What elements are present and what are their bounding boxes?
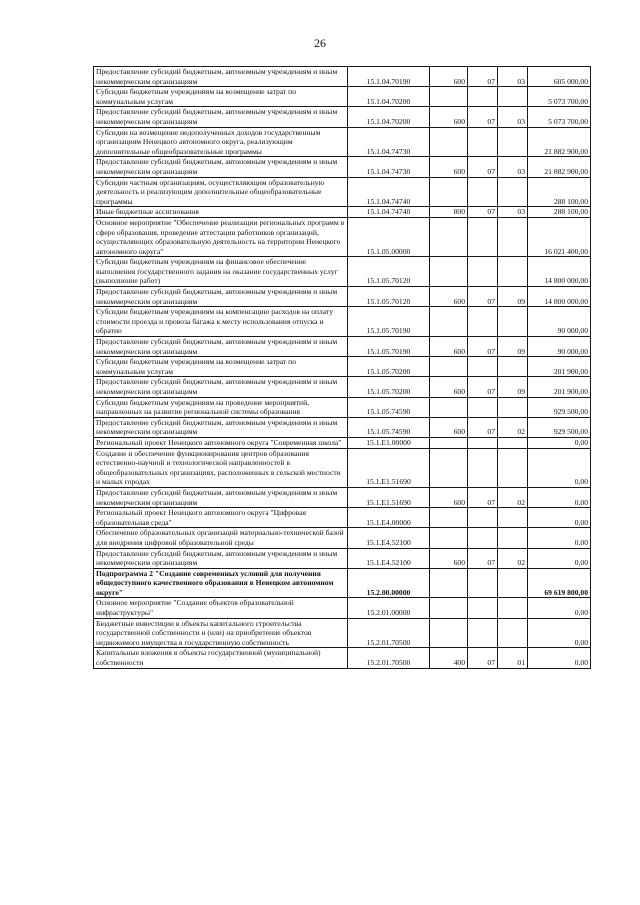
row-vr-cell: 600 [430, 337, 468, 357]
row-rz-cell: 07 [468, 377, 498, 397]
row-name-cell: Основное мероприятие "Создание объектов образовательной инфраструктуры" [94, 598, 348, 618]
row-sum-cell: 0,00 [528, 508, 591, 528]
row-name-cell: Предоставление субсидий бюджетным, автономным учреждениям и иным некоммерческим организациям [94, 417, 348, 437]
row-vr-cell [430, 528, 468, 548]
row-rz-cell [468, 127, 498, 157]
row-rz-cell [468, 177, 498, 207]
row-pr-cell [498, 87, 528, 107]
row-name-cell: Предоставление субсидий бюджетным, автономным учреждениям и иным некоммерческим организациям [94, 337, 348, 357]
row-vr-cell: 600 [430, 548, 468, 568]
table-row [94, 487, 591, 507]
row-name-cell: Иные бюджетные ассигнования [94, 207, 348, 218]
row-sum-cell: 288 100,00 [528, 177, 591, 207]
table-row [94, 377, 591, 397]
row-name-cell: Субсидии бюджетным учреждениям на возмещение затрат по коммунальным услугам [94, 87, 348, 107]
row-vr-cell [430, 177, 468, 207]
row-pr-cell: 02 [498, 417, 528, 437]
row-pr-cell [498, 357, 528, 377]
row-vr-cell [430, 257, 468, 287]
row-rz-cell: 07 [468, 107, 498, 127]
row-rz-cell [468, 437, 498, 448]
table-row [94, 67, 591, 87]
row-pr-cell [498, 307, 528, 337]
row-pr-cell: 09 [498, 287, 528, 307]
row-code-cell: 15.1.E1.51690 [348, 487, 430, 507]
row-pr-cell [498, 217, 528, 256]
row-vr-cell: 600 [430, 157, 468, 177]
row-vr-cell [430, 127, 468, 157]
table-row [94, 568, 591, 598]
row-code-cell: 15.1.04.70190 [348, 67, 430, 87]
row-sum-cell: 0,00 [528, 618, 591, 648]
row-code-cell: 15.1.04.74740 [348, 177, 430, 207]
table-row [94, 598, 591, 618]
row-sum-cell: 21 882 900,00 [528, 127, 591, 157]
row-name-cell: Предоставление субсидий бюджетным, автономным учреждениям и иным некоммерческим организациям [94, 67, 348, 87]
row-code-cell: 15.1.05.70200 [348, 377, 430, 397]
row-rz-cell [468, 618, 498, 648]
row-rz-cell [468, 448, 498, 487]
row-code-cell: 15.1.05.70120 [348, 257, 430, 287]
row-sum-cell: 90 000,00 [528, 337, 591, 357]
row-code-cell: 15.1.05.74590 [348, 397, 430, 417]
row-code-cell: 15.1.E4.52100 [348, 528, 430, 548]
table-row [94, 648, 591, 668]
row-vr-cell [430, 618, 468, 648]
row-vr-cell: 600 [430, 377, 468, 397]
row-name-cell: Предоставление субсидий бюджетным, автономным учреждениям и иным некоммерческим организациям [94, 157, 348, 177]
row-code-cell: 15.1.05.70190 [348, 337, 430, 357]
table-row [94, 87, 591, 107]
row-vr-cell [430, 307, 468, 337]
row-pr-cell: 03 [498, 107, 528, 127]
row-sum-cell: 0,00 [528, 598, 591, 618]
row-rz-cell [468, 598, 498, 618]
row-sum-cell: 0,00 [528, 528, 591, 548]
row-name-cell: Субсидии частным организациям, осуществляющим образовательную деятельность и реализующим дополнительные общеобразовательные программы [94, 177, 348, 207]
row-pr-cell: 09 [498, 377, 528, 397]
row-sum-cell: 201 900,00 [528, 357, 591, 377]
row-sum-cell: 90 000,00 [528, 307, 591, 337]
row-code-cell: 15.1.E4.52100 [348, 548, 430, 568]
row-code-cell: 15.1.04.70200 [348, 107, 430, 127]
row-rz-cell: 07 [468, 157, 498, 177]
table-row [94, 357, 591, 377]
row-sum-cell: 0,00 [528, 487, 591, 507]
row-name-cell: Предоставление субсидий бюджетным, автономным учреждениям и иным некоммерческим организациям [94, 377, 348, 397]
row-name-cell: Региональный проект Ненецкого автономного округа "Цифровая образовательная среда" [94, 508, 348, 528]
row-rz-cell [468, 357, 498, 377]
row-rz-cell: 07 [468, 487, 498, 507]
row-name-cell: Субсидии бюджетным учреждениям на возмещение затрат по коммунальным услугам [94, 357, 348, 377]
row-name-cell: Капитальные вложения в объекты государственной (муниципальной) собственности [94, 648, 348, 668]
row-vr-cell: 400 [430, 648, 468, 668]
row-vr-cell: 600 [430, 107, 468, 127]
row-name-cell: Бюджетные инвестиции в объекты капитального строительства государственной собственности и (или) на приобретение объектов недвижимого имущества в государственную собственность [94, 618, 348, 648]
table-row [94, 157, 591, 177]
row-rz-cell: 07 [468, 207, 498, 218]
row-code-cell: 15.1.04.74730 [348, 157, 430, 177]
table-row [94, 107, 591, 127]
row-pr-cell: 02 [498, 548, 528, 568]
row-sum-cell: 0,00 [528, 437, 591, 448]
row-pr-cell: 03 [498, 207, 528, 218]
row-pr-cell [498, 257, 528, 287]
row-pr-cell [498, 127, 528, 157]
table-row [94, 287, 591, 307]
row-rz-cell [468, 257, 498, 287]
row-vr-cell: 600 [430, 417, 468, 437]
row-name-cell: Предоставление субсидий бюджетным, автономным учреждениям и иным некоммерческим организациям [94, 107, 348, 127]
row-pr-cell [498, 508, 528, 528]
row-sum-cell: 201 900,00 [528, 377, 591, 397]
row-code-cell: 15.1.05.70200 [348, 357, 430, 377]
table-row [94, 177, 591, 207]
row-pr-cell [498, 568, 528, 598]
row-code-cell: 15.1.E1.00000 [348, 437, 430, 448]
row-code-cell: 15.1.E4.00000 [348, 508, 430, 528]
row-pr-cell: 01 [498, 648, 528, 668]
table-row [94, 448, 591, 487]
row-rz-cell [468, 307, 498, 337]
row-name-cell: Обеспечение образовательных организаций материально-технической базой для внедрения цифровой образовательной среды [94, 528, 348, 548]
row-rz-cell [468, 87, 498, 107]
row-sum-cell: 16 021 400,00 [528, 217, 591, 256]
row-pr-cell [498, 598, 528, 618]
row-vr-cell: 600 [430, 287, 468, 307]
row-vr-cell [430, 568, 468, 598]
row-rz-cell [468, 217, 498, 256]
row-pr-cell: 03 [498, 67, 528, 87]
row-vr-cell [430, 598, 468, 618]
row-vr-cell [430, 508, 468, 528]
row-sum-cell: 5 073 700,00 [528, 87, 591, 107]
row-code-cell: 15.2.00.00000 [348, 568, 430, 598]
row-pr-cell [498, 177, 528, 207]
row-rz-cell: 07 [468, 287, 498, 307]
row-code-cell: 15.2.01.70500 [348, 618, 430, 648]
row-sum-cell: 288 100,00 [528, 207, 591, 218]
row-sum-cell: 69 619 800,00 [528, 568, 591, 598]
row-name-cell: Основное мероприятие "Обеспечение реализации региональных программ в сфере образования, проведение аттестации работников организаций, осуществляющих образовательную деятельность на территории Ненецкого автономного округа" [94, 217, 348, 256]
row-pr-cell [498, 437, 528, 448]
row-vr-cell: 600 [430, 67, 468, 87]
table-row [94, 618, 591, 648]
row-code-cell: 15.1.04.74730 [348, 127, 430, 157]
row-name-cell: Подпрограмма 2 "Создание современных условий для получения общедоступного качественного образования в Ненецком автономном округе" [94, 568, 348, 598]
row-name-cell: Субсидии бюджетным учреждениям на проведение мероприятий, направленных на развитие региональной системы образования [94, 397, 348, 417]
row-pr-cell: 02 [498, 487, 528, 507]
row-sum-cell: 14 800 000,00 [528, 257, 591, 287]
table-row [94, 207, 591, 218]
row-rz-cell: 07 [468, 648, 498, 668]
row-code-cell: 15.1.05.70120 [348, 287, 430, 307]
row-sum-cell: 5 073 700,00 [528, 107, 591, 127]
row-pr-cell: 09 [498, 337, 528, 357]
row-vr-cell [430, 397, 468, 417]
budget-table [93, 66, 591, 669]
table-row [94, 508, 591, 528]
row-rz-cell [468, 568, 498, 598]
row-rz-cell: 07 [468, 548, 498, 568]
table-row [94, 337, 591, 357]
row-sum-cell: 605 000,00 [528, 67, 591, 87]
row-code-cell: 15.1.04.70200 [348, 87, 430, 107]
row-pr-cell [498, 528, 528, 548]
row-name-cell: Региональный проект Ненецкого автономного округа "Современная школа" [94, 437, 348, 448]
row-sum-cell: 929 500,00 [528, 417, 591, 437]
row-code-cell: 15.1.04.74740 [348, 207, 430, 218]
row-pr-cell [498, 397, 528, 417]
row-rz-cell [468, 508, 498, 528]
row-code-cell: 15.2.01.70500 [348, 648, 430, 668]
row-vr-cell [430, 448, 468, 487]
row-pr-cell [498, 618, 528, 648]
table-row [94, 127, 591, 157]
page-number: 26 [314, 36, 326, 50]
table-row [94, 307, 591, 337]
row-sum-cell: 929 500,00 [528, 397, 591, 417]
table-row [94, 417, 591, 437]
row-vr-cell [430, 217, 468, 256]
row-code-cell: 15.2.01.00000 [348, 598, 430, 618]
row-sum-cell: 21 882 900,00 [528, 157, 591, 177]
row-rz-cell [468, 528, 498, 548]
table-row [94, 548, 591, 568]
row-code-cell: 15.1.05.74590 [348, 417, 430, 437]
row-sum-cell: 0,00 [528, 548, 591, 568]
table-row [94, 437, 591, 448]
row-vr-cell: 800 [430, 207, 468, 218]
table-row [94, 397, 591, 417]
row-pr-cell [498, 448, 528, 487]
row-rz-cell: 07 [468, 417, 498, 437]
table-row [94, 528, 591, 548]
row-name-cell: Субсидии на возмещение недополученных доходов государственным организациям Ненецкого автономного округа, реализующим дополнительные общеобразовательные программы [94, 127, 348, 157]
row-rz-cell: 07 [468, 67, 498, 87]
row-name-cell: Предоставление субсидий бюджетным, автономным учреждениям и иным некоммерческим организациям [94, 487, 348, 507]
row-sum-cell: 14 800 000,00 [528, 287, 591, 307]
row-vr-cell [430, 357, 468, 377]
row-code-cell: 15.1.05.00000 [348, 217, 430, 256]
row-name-cell: Предоставление субсидий бюджетным, автономным учреждениям и иным некоммерческим организациям [94, 287, 348, 307]
table-row [94, 217, 591, 256]
row-pr-cell: 03 [498, 157, 528, 177]
row-sum-cell: 0,00 [528, 648, 591, 668]
table-row [94, 257, 591, 287]
row-rz-cell: 07 [468, 337, 498, 357]
row-sum-cell: 0,00 [528, 448, 591, 487]
row-rz-cell [468, 397, 498, 417]
row-name-cell: Субсидии бюджетным учреждениям на компенсацию расходов на оплату стоимости проезда и провоза багажа к месту использования отпуска и обратно [94, 307, 348, 337]
row-vr-cell [430, 87, 468, 107]
row-name-cell: Субсидии бюджетным учреждениям на финансовое обеспечение выполнения государственного задания на оказание государственных услуг (выполнение работ) [94, 257, 348, 287]
row-name-cell: Предоставление субсидий бюджетным, автономным учреждениям и иным некоммерческим организациям [94, 548, 348, 568]
row-vr-cell [430, 437, 468, 448]
row-vr-cell: 600 [430, 487, 468, 507]
row-code-cell: 15.1.E1.51690 [348, 448, 430, 487]
row-name-cell: Создание и обеспечение функционирования центров образования естественно-научной и технологической направленностей в общеобразовательных организациях, расположенных в сельской местности и малых городах [94, 448, 348, 487]
row-code-cell: 15.1.05.70190 [348, 307, 430, 337]
